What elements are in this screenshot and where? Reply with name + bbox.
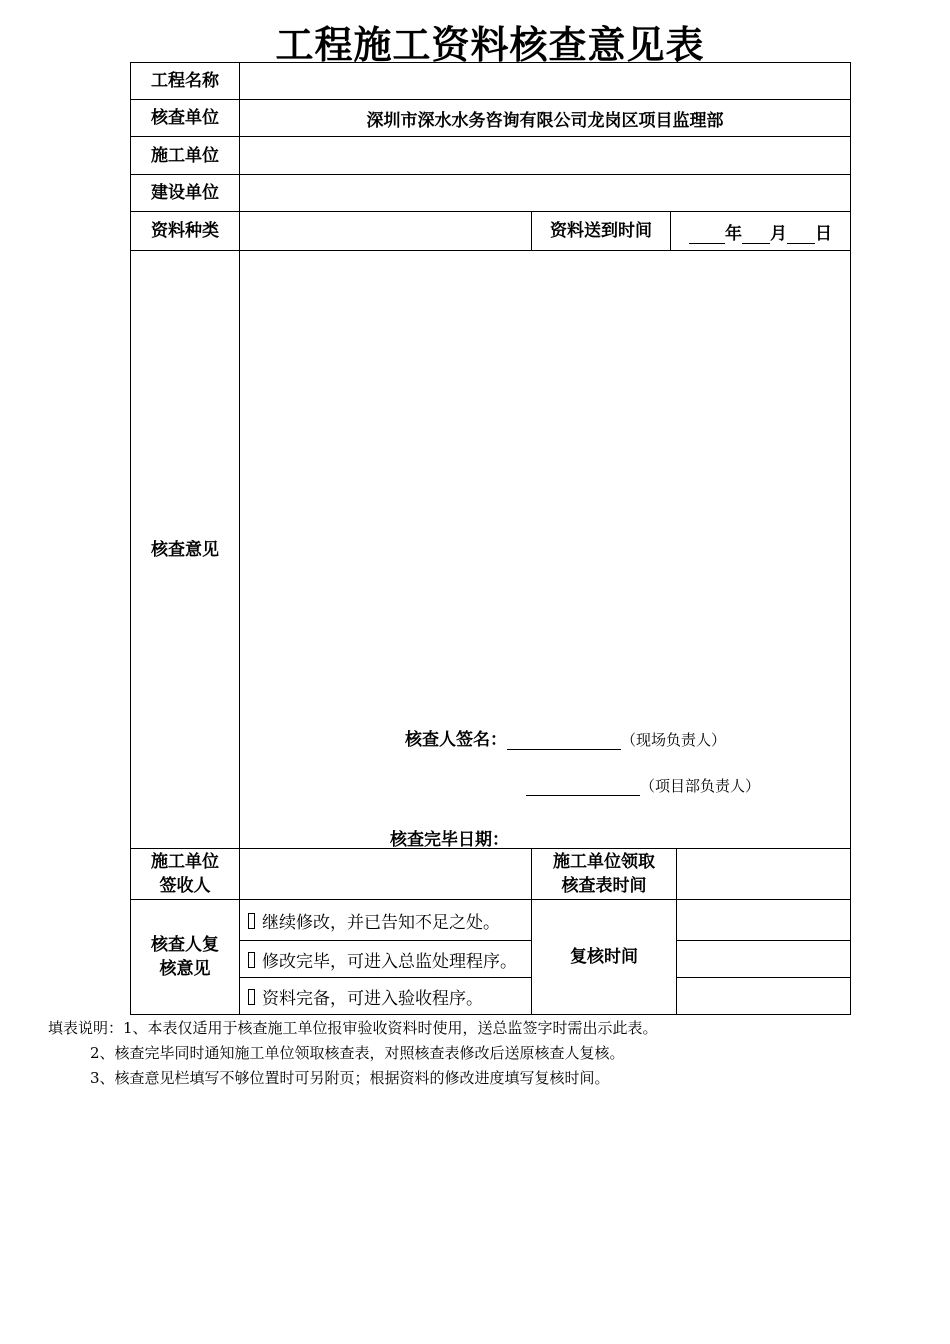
instruction-line-1: 填表说明：1、本表仅适用于核查施工单位报审验收资料时使用，送总监签字时需出示此表。 — [48, 1019, 658, 1037]
review-time-field-2[interactable] — [677, 941, 851, 978]
doc-arrival-date[interactable] — [671, 212, 851, 251]
row-opinion — [131, 251, 851, 849]
receiver-field[interactable] — [240, 849, 532, 900]
doc-type-field[interactable] — [240, 212, 532, 251]
receive-time-field[interactable] — [677, 849, 851, 900]
review-label — [131, 900, 240, 1015]
signature-blank-site[interactable] — [507, 731, 621, 750]
receive-time-label-line1: 施工单位领取 — [553, 852, 655, 872]
review-option-complete[interactable] — [240, 978, 532, 1015]
row-construction-unit — [131, 137, 851, 175]
signature-line-site — [405, 725, 726, 750]
review-option-label: 修改完毕，可进入总监处理程序。 — [262, 951, 517, 972]
row-inspect-unit — [131, 100, 851, 137]
instruction-line-3: 3、核查意见栏填写不够位置时可另附页；根据资料的修改进度填写复核时间。 — [90, 1069, 610, 1087]
inspect-unit-value: 深圳市深水水务咨询有限公司龙岗区项目监理部 — [240, 100, 851, 137]
review-time-field-3[interactable] — [677, 978, 851, 1015]
signature-blank-project[interactable] — [526, 777, 640, 796]
day-blank[interactable] — [787, 225, 815, 244]
construction-unit-field[interactable] — [240, 137, 851, 175]
row-doc-type — [131, 212, 851, 251]
year-label: 年 — [725, 223, 742, 244]
review-label-line1: 核查人复 — [151, 935, 219, 955]
doc-type-label: 资料种类 — [131, 212, 240, 251]
checkbox-icon[interactable] — [248, 989, 255, 1005]
project-name-field[interactable] — [240, 63, 851, 100]
signature-note-project: （项目部负责人） — [640, 777, 761, 795]
inspection-form-table — [130, 62, 851, 1015]
opinion-area[interactable] — [240, 251, 851, 849]
month-label: 月 — [770, 223, 787, 244]
fill-instructions — [48, 1016, 658, 1091]
signature-note-site: （现场负责人） — [621, 731, 727, 749]
review-label-line2: 核意见 — [159, 959, 211, 979]
row-review-1 — [131, 900, 851, 941]
doc-arrival-label: 资料送到时间 — [532, 212, 671, 251]
owner-unit-field[interactable] — [240, 175, 851, 212]
review-option-label: 资料完备，可进入验收程序。 — [262, 988, 483, 1009]
row-receipt — [131, 849, 851, 900]
owner-unit-label: 建设单位 — [131, 175, 240, 212]
receiver-label-line1: 施工单位 — [151, 852, 219, 872]
receiver-label — [131, 849, 240, 900]
review-option-done[interactable] — [240, 941, 532, 978]
row-owner-unit — [131, 175, 851, 212]
review-time-label: 复核时间 — [532, 900, 677, 1015]
review-option-label: 继续修改，并已告知不足之处。 — [262, 912, 500, 933]
signature-line-project — [526, 775, 760, 796]
review-time-field-1[interactable] — [677, 900, 851, 941]
completion-date: 核查完毕日期： — [390, 830, 509, 850]
checkbox-icon[interactable] — [248, 952, 255, 968]
project-name-label: 工程名称 — [131, 63, 240, 100]
day-label: 日 — [815, 223, 832, 244]
receiver-label-line2: 签收人 — [159, 876, 211, 896]
year-blank[interactable] — [689, 225, 725, 244]
month-blank[interactable] — [742, 225, 770, 244]
form-title: 工程施工资料核查意见表 — [275, 23, 705, 67]
opinion-label: 核查意见 — [131, 251, 240, 849]
receive-time-label-line2: 核查表时间 — [561, 876, 647, 896]
inspect-unit-label: 核查单位 — [131, 100, 240, 137]
checkbox-icon[interactable] — [248, 913, 255, 929]
review-option-continue[interactable] — [240, 900, 532, 941]
signature-label: 核查人签名： — [405, 730, 507, 750]
row-project-name — [131, 63, 851, 100]
instruction-line-2: 2、核查完毕同时通知施工单位领取核查表，对照核查表修改后送原核查人复核。 — [90, 1044, 625, 1062]
construction-unit-label: 施工单位 — [131, 137, 240, 175]
receive-time-label — [532, 849, 677, 900]
